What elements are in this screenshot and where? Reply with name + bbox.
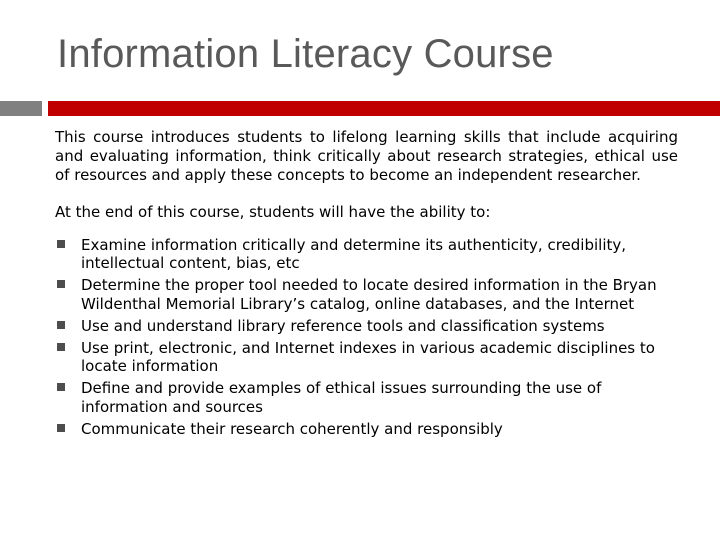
outcomes-list — [55, 236, 675, 438]
square-bullet-icon — [57, 240, 65, 248]
square-bullet-icon — [57, 383, 65, 391]
list-item-text: Examine information critically and determine its authenticity, credibility, intellectual content, bias, etc — [81, 236, 627, 273]
list-item-text: Define and provide examples of ethical issues surrounding the use of information and sources — [81, 379, 602, 416]
list-item-text: Determine the proper tool needed to locate desired information in the Bryan Wildenthal Memorial Library’s catalog, online databases, and the Internet — [81, 276, 657, 313]
list-item — [55, 379, 675, 415]
slide-title: Information Literacy Course — [57, 32, 554, 76]
square-bullet-icon — [57, 280, 65, 288]
square-bullet-icon — [57, 343, 65, 351]
list-item — [55, 420, 675, 438]
list-item-text: Use and understand library reference tools and classification systems — [81, 316, 605, 335]
title-rule-gray-block — [0, 101, 42, 116]
slide-body — [55, 128, 678, 442]
list-item — [55, 339, 675, 375]
list-item-text: Communicate their research coherently and responsibly — [81, 419, 503, 438]
list-item — [55, 317, 675, 335]
list-item — [55, 276, 675, 312]
title-rule-red-bar — [48, 101, 720, 116]
list-item — [55, 236, 675, 272]
course-description: This course introduces students to lifelong learning skills that include acquiring and evaluating information, think critically about research strategies, ethical use of resources and apply these concepts to become an independent researcher. — [55, 128, 678, 184]
square-bullet-icon — [57, 321, 65, 329]
square-bullet-icon — [57, 424, 65, 432]
list-item-text: Use print, electronic, and Internet indexes in various academic disciplines to locate information — [81, 339, 655, 376]
outcomes-lead-text: At the end of this course, students will have the ability to: — [55, 203, 491, 221]
